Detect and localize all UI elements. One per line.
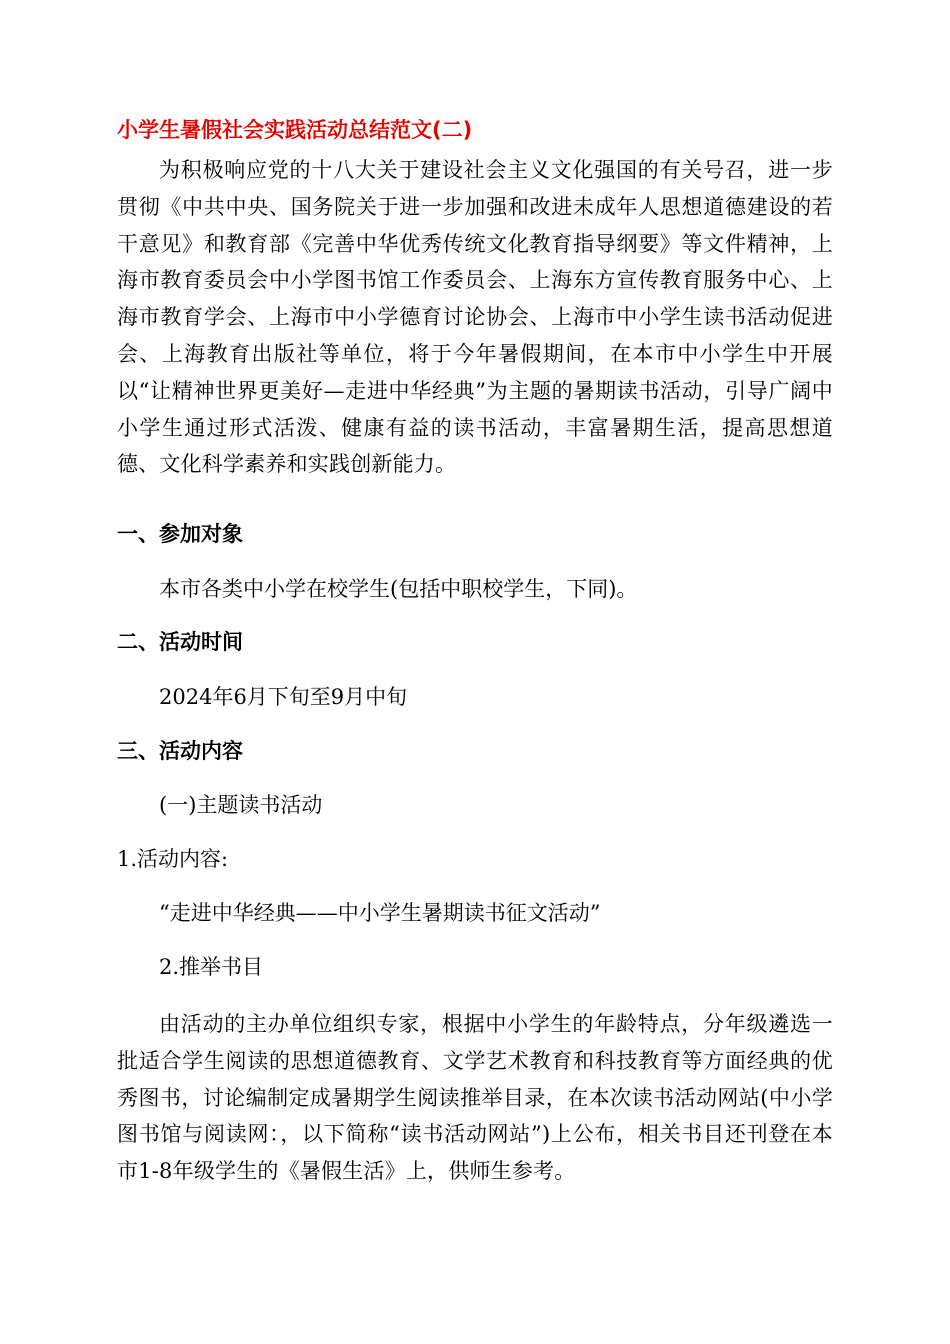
section-heading-time: 二、活动时间 xyxy=(117,630,243,654)
item-label-recommended-books: 2.推举书目 xyxy=(159,955,264,979)
subsection-label-reading: (一)主题读书活动 xyxy=(159,793,323,817)
section-text-participants: 本市各类中小学在校学生(包括中职校学生，下同)。 xyxy=(159,577,638,601)
document-title: 小学生暑假社会实践活动总结范文(二) xyxy=(117,118,473,142)
item-text-activity-content: “走进中华经典——中小学生暑期读书征文活动” xyxy=(159,901,601,925)
item-label-activity-content: 1.活动内容: xyxy=(117,847,229,871)
section-text-time: 2024年6月下旬至9月中旬 xyxy=(159,685,408,709)
item-text-recommended-books: 由活动的主办单位组织专家，根据中小学生的年龄特点，分年级遴选一批适合学生阅读的思想道德教育、文学艺术教育和科技教育等方面经典的优秀图书，讨论编制定成暑期学生阅读推举目录，在本次读书活动网站(中小学图书馆与阅读网：，以下简称“读书活动网站”)上公布，相关书目还刊登在本市1-8年级学生的《暑假生活》上，供师生参考。 xyxy=(117,1012,833,1184)
intro-paragraph: 为积极响应党的十八大关于建设社会主义文化强国的有关号召，进一步贯彻《中共中央、国务院关于进一步加强和改进未成年人思想道德建设的若干意见》和教育部《完善中华优秀传统文化教育指导纲要》等文件精神，上海市教育委员会中小学图书馆工作委员会、上海东方宣传教育服务中心、上海市教育学会、上海市中小学德育讨论协会、上海市中小学生读书活动促进会、上海教育出版社等单位，将于今年暑假期间，在本市中小学生中开展以“让精神世界更美好—走进中华经典”为主题的暑期读书活动，引导广阔中小学生通过形式活泼、健康有益的读书活动，丰富暑期生活，提高思想道德、文化科学素养和实践创新能力。 xyxy=(117,158,833,477)
section-heading-participants: 一、参加对象 xyxy=(117,522,243,546)
section-heading-content: 三、活动内容 xyxy=(117,739,243,763)
